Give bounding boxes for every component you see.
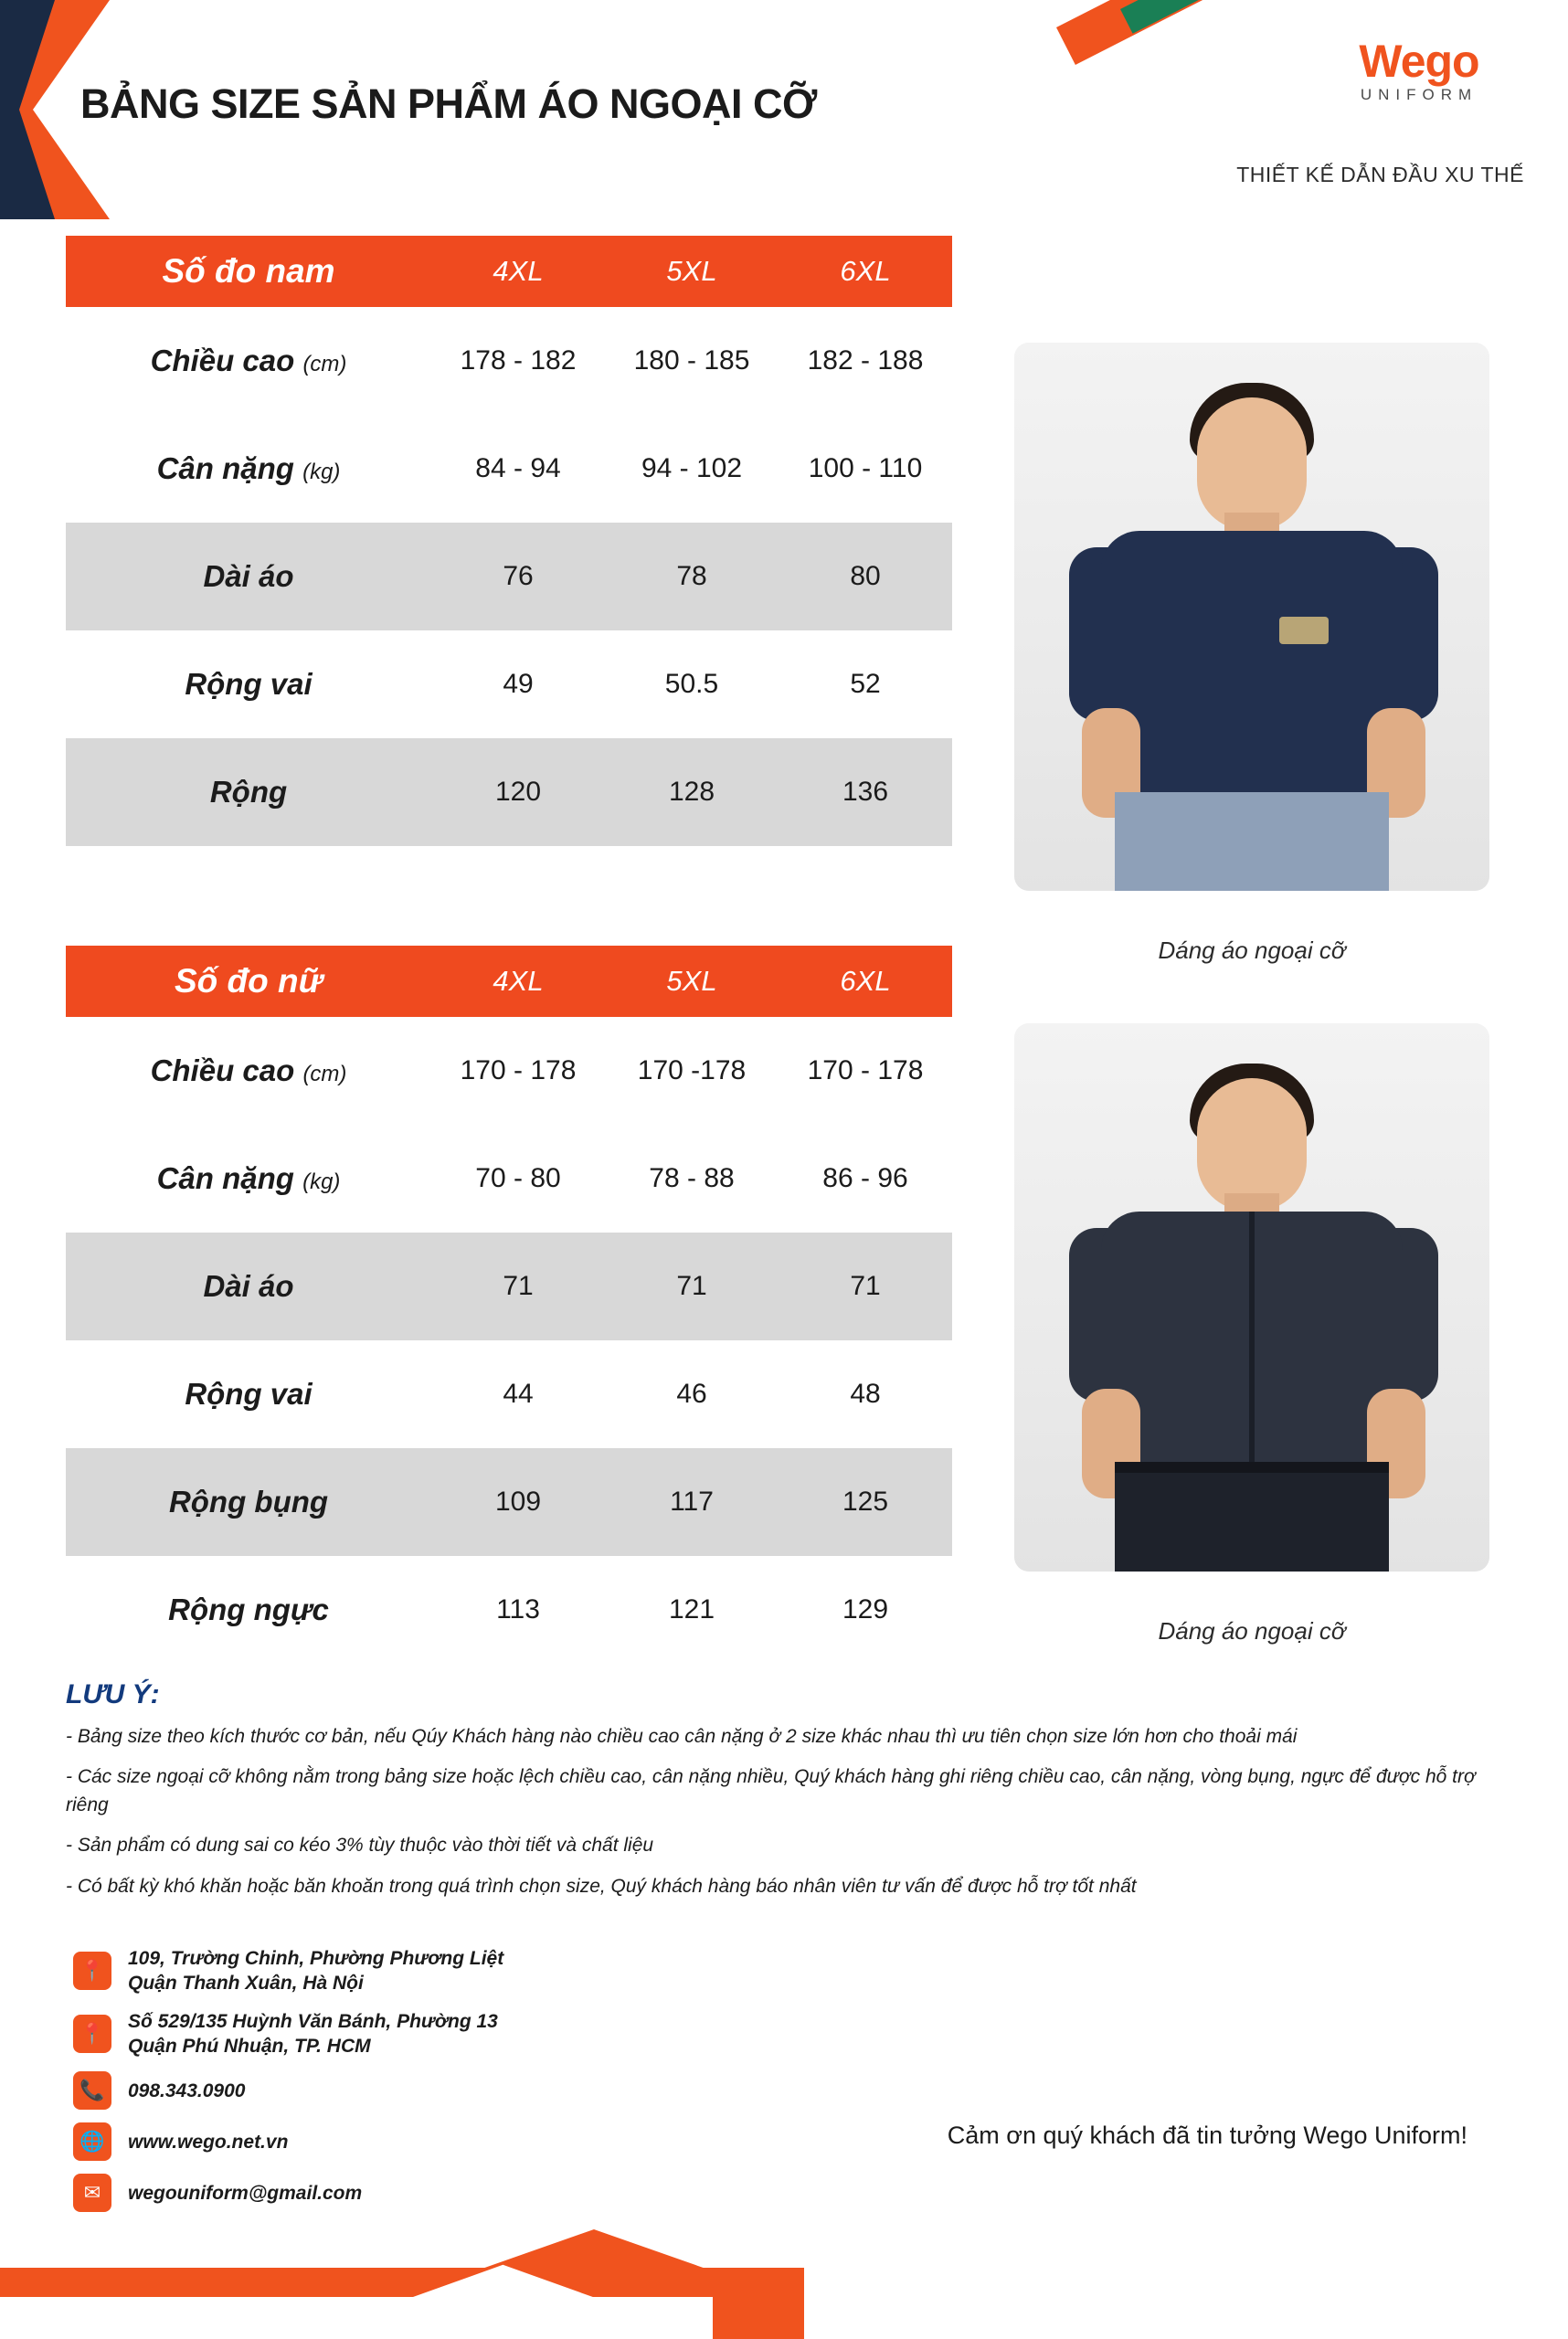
row-label: [66, 1233, 431, 1340]
row-label-text: Chiều cao: [150, 1053, 295, 1087]
table-header-label: Số đo nam: [66, 236, 431, 307]
cell-value: 52: [779, 630, 952, 738]
table-row: [66, 738, 952, 846]
cell-value: 109: [431, 1448, 605, 1556]
table-row: [66, 1233, 952, 1340]
notes-title: LƯU Ý:: [66, 1679, 160, 1709]
row-label: [66, 1340, 431, 1448]
cell-value: 182 - 188: [779, 307, 952, 415]
row-label-text: Rộng bụng: [168, 1485, 329, 1519]
logo-subtitle: UNIFORM: [1360, 86, 1478, 103]
table-header-row: [66, 946, 952, 1017]
table-header-size-4xl: 4XL: [431, 946, 605, 1017]
photo-caption: Dáng áo ngoại cỡ: [1158, 937, 1346, 964]
row-label-text: Dài áo: [203, 1269, 294, 1303]
row-label: [66, 1125, 431, 1233]
table-row: [66, 1556, 952, 1664]
row-label: [66, 1448, 431, 1556]
cell-value: 121: [605, 1556, 779, 1664]
contact-line-1: Số 529/135 Huỳnh Văn Bánh, Phường 13: [128, 2010, 498, 2032]
row-label-text: Rộng vai: [185, 1377, 313, 1411]
contact-website-url: www.wego.net.vn: [128, 2131, 289, 2153]
row-label-text: Cân nặng: [156, 451, 294, 485]
cell-value: 125: [779, 1448, 952, 1556]
row-label-unit: (cm): [302, 1062, 347, 1086]
location-pin-icon: 📍: [73, 1952, 111, 1990]
cell-value: 49: [431, 630, 605, 738]
table-row: [66, 630, 952, 738]
contact-phone[interactable]: [73, 2071, 768, 2110]
cell-value: 129: [779, 1556, 952, 1664]
table-header-size-6xl: 6XL: [779, 946, 952, 1017]
cell-value: 78 - 88: [605, 1125, 779, 1233]
contact-line-1: 109, Trường Chinh, Phường Phương Liệt: [128, 1948, 504, 1969]
contact-section: [73, 1946, 768, 2225]
row-label: [66, 415, 431, 523]
contact-line-2: Quận Phú Nhuận, TP. HCM: [128, 2035, 371, 2057]
cell-value: 71: [779, 1233, 952, 1340]
brand-tagline: THIẾT KẾ DẪN ĐẦU XU THẾ: [1236, 163, 1524, 186]
brand-logo: [1314, 38, 1524, 104]
row-label: [66, 1017, 431, 1125]
location-pin-icon: 📍: [73, 2015, 111, 2053]
cell-value: 113: [431, 1556, 605, 1664]
contact-address-hcm: [73, 2009, 768, 2059]
table-row: [66, 307, 952, 415]
cell-value: 180 - 185: [605, 307, 779, 415]
product-photo-tshirt: [1014, 343, 1489, 891]
row-label-text: Chiều cao: [150, 344, 295, 377]
row-label: [66, 523, 431, 630]
table-header-size-5xl: 5XL: [605, 946, 779, 1017]
cell-value: 84 - 94: [431, 415, 605, 523]
model-illustration: [1014, 343, 1489, 891]
table-row: [66, 1017, 952, 1125]
logo-wordmark: Wego: [1359, 36, 1479, 87]
cell-value: 170 -178: [605, 1017, 779, 1125]
size-table-men: [66, 236, 952, 846]
cell-value: 120: [431, 738, 605, 846]
cell-value: 94 - 102: [605, 415, 779, 523]
cell-value: 80: [779, 523, 952, 630]
globe-icon: 🌐: [73, 2122, 111, 2161]
table-header-label: Số đo nữ: [66, 946, 431, 1017]
table-row: [66, 1448, 952, 1556]
product-photo-shirt: [1014, 1023, 1489, 1572]
table-header-size-5xl: 5XL: [605, 236, 779, 307]
table-row: [66, 523, 952, 630]
cell-value: 117: [605, 1448, 779, 1556]
table-header-row: [66, 236, 952, 307]
cell-value: 48: [779, 1340, 952, 1448]
model-illustration: [1014, 1023, 1489, 1572]
table-row: [66, 1125, 952, 1233]
table-row: [66, 1340, 952, 1448]
note-item: - Bảng size theo kích thước cơ bản, nếu Qúy Khách hàng nào chiều cao cân nặng ở 2 size khác nhau thì ưu tiên chọn size lớn hơn cho thoải mái: [66, 1726, 1298, 1747]
row-label-unit: (kg): [302, 1170, 341, 1194]
note-item: - Sản phẩm có dung sai co kéo 3% tùy thuộc vào thời tiết và chất liệu: [66, 1835, 654, 1857]
bottom-decoration: [0, 2220, 914, 2339]
cell-value: 71: [431, 1233, 605, 1340]
mail-icon: ✉: [73, 2174, 111, 2212]
cell-value: 86 - 96: [779, 1125, 952, 1233]
cell-value: 178 - 182: [431, 307, 605, 415]
cell-value: 100 - 110: [779, 415, 952, 523]
thank-you-message: Cảm ơn quý khách đã tin tưởng Wego Uniform!: [947, 2122, 1467, 2149]
row-label: [66, 1556, 431, 1664]
contact-line-2: Quận Thanh Xuân, Hà Nội: [128, 1973, 364, 1995]
row-label-unit: (cm): [302, 352, 347, 376]
size-table-women: [66, 946, 952, 1664]
row-label-text: Cân nặng: [156, 1161, 294, 1195]
cell-value: 128: [605, 738, 779, 846]
row-label: [66, 738, 431, 846]
note-item: - Có bất kỳ khó khăn hoặc băn khoăn trong quá trình chọn size, Quý khách hàng báo nhân viên tư vấn để được hỗ trợ tốt nhất: [66, 1875, 1137, 1897]
row-label-text: Rộng ngực: [168, 1593, 329, 1626]
note-item: - Các size ngoại cỡ không nằm trong bảng size hoặc lệch chiều cao, cân nặng nhiều, Quý khách hàng ghi riêng chiều cao, cân nặng, vòng bụng, ngực để được hỗ trợ riêng: [66, 1766, 1476, 1815]
cell-value: 136: [779, 738, 952, 846]
cell-value: 170 - 178: [779, 1017, 952, 1125]
contact-phone-number: 098.343.0900: [128, 2080, 246, 2101]
cell-value: 78: [605, 523, 779, 630]
row-label-text: Rộng: [209, 775, 288, 809]
cell-value: 71: [605, 1233, 779, 1340]
cell-value: 46: [605, 1340, 779, 1448]
row-label-unit: (kg): [302, 460, 341, 484]
contact-email-address: wegouniform@gmail.com: [128, 2182, 363, 2204]
row-label: [66, 307, 431, 415]
cell-value: 70 - 80: [431, 1125, 605, 1233]
row-label-text: Rộng vai: [185, 667, 313, 701]
contact-website[interactable]: [73, 2122, 768, 2161]
table-header-size-6xl: 6XL: [779, 236, 952, 307]
table-header-size-4xl: 4XL: [431, 236, 605, 307]
cell-value: 50.5: [605, 630, 779, 738]
phone-icon: 📞: [73, 2071, 111, 2110]
photo-caption: Dáng áo ngoại cỡ: [1158, 1617, 1346, 1645]
cell-value: 170 - 178: [431, 1017, 605, 1125]
cell-value: 76: [431, 523, 605, 630]
table-row: [66, 415, 952, 523]
row-label-text: Dài áo: [203, 559, 294, 593]
cell-value: 44: [431, 1340, 605, 1448]
page-title: BẢNG SIZE SẢN PHẨM ÁO NGOẠI CỠ: [80, 80, 817, 127]
contact-address-hanoi: [73, 1946, 768, 1996]
row-label: [66, 630, 431, 738]
notes-section: [66, 1679, 1510, 1913]
contact-email[interactable]: [73, 2174, 768, 2212]
page-header: [80, 80, 1513, 128]
